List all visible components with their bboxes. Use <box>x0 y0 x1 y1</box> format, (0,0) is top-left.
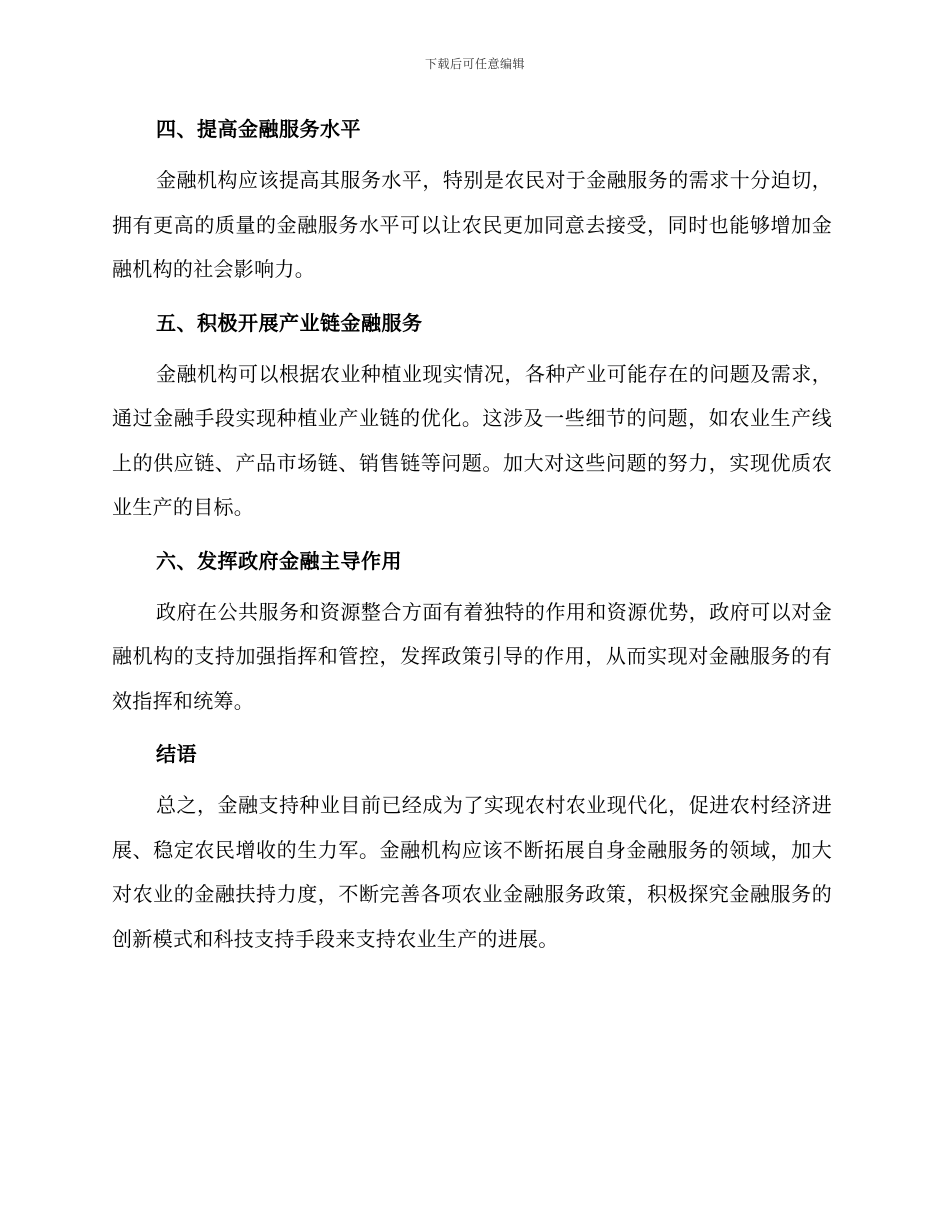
section-paragraph-5: 金融机构可以根据农业种植业现实情况，各种产业可能存在的问题及需求，通过金融手段实现种植业产业链的优化。这涉及一些细节的问题，如农业生产线上的供应链、产品市场链、销售链等问题。加大对这些问题的努力，实现优质农业生产的目标。 <box>112 361 832 519</box>
section-paragraph-conclusion: 总之，金融支持种业目前已经成为了实现农村农业现代化，促进农村经济进展、稳定农民增收的生力军。金融机构应该不断拓展自身金融服务的领域，加大对农业的金融扶持力度，不断完善各项农业金融服务政策，积极探究金融服务的创新模式和科技支持手段来支持农业生产的进展。 <box>112 793 832 951</box>
header-note: 下载后可任意编辑 <box>424 57 525 71</box>
section-title-6: 六、发挥政府金融主导作用 <box>156 548 402 573</box>
section-title-4: 四、提高金融服务水平 <box>156 117 361 141</box>
section-title-5: 五、积极开展产业链金融服务 <box>156 310 423 335</box>
section-title-conclusion: 结语 <box>156 742 197 766</box>
document-body <box>112 112 832 961</box>
section-paragraph-6: 政府在公共服务和资源整合方面有着独特的作用和资源优势，政府可以对金融机构的支持加强指挥和管控，发挥政策引导的作用，从而实现对金融服务的有效指挥和统筹。 <box>112 599 832 713</box>
section-paragraph-4: 金融机构应该提高其服务水平，特别是农民对于金融服务的需求十分迫切，拥有更高的质量的金融服务水平可以让农民更加同意去接受，同时也能够增加金融机构的社会影响力。 <box>112 168 832 281</box>
